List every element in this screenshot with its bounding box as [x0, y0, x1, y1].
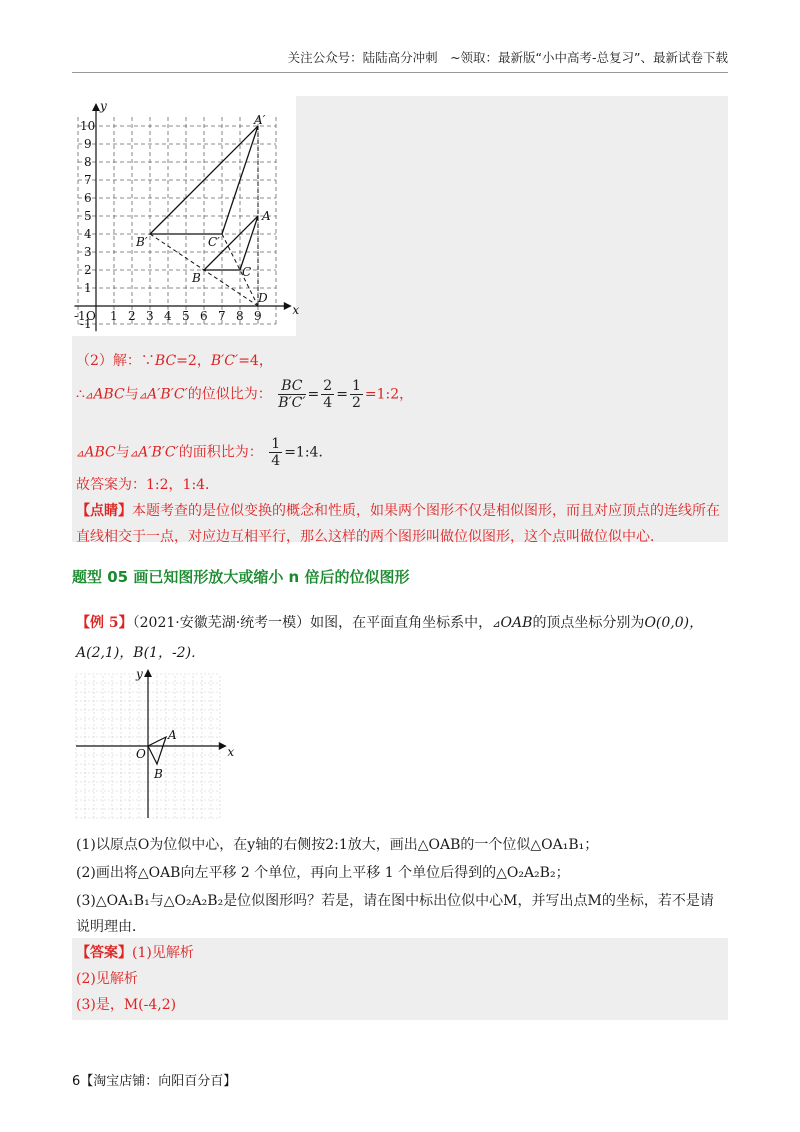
example-line-2: A(2,1)，B(1，-2)． [76, 645, 206, 661]
text: =4， [238, 353, 273, 369]
math-bc: BC [154, 353, 177, 369]
answer-tag: 【答案】 [76, 945, 132, 961]
x-tick-label: 6 [200, 309, 208, 323]
y-tick-label: 7 [84, 173, 92, 187]
x-tick-label: 3 [146, 309, 154, 323]
y-tick-label: 10 [80, 119, 96, 133]
text: (1)见解析 [132, 945, 194, 961]
text: 与 [115, 444, 130, 461]
x-tick-label: O [86, 309, 96, 323]
x-tick-label: -1 [74, 309, 86, 323]
example-tag: 【例 5】 [76, 615, 133, 631]
x-tick-label: 5 [182, 309, 190, 323]
y-tick-label: -1 [80, 317, 92, 331]
point-label-b: B [192, 271, 201, 285]
text: =2， [176, 353, 211, 369]
note-line-1 [76, 500, 720, 520]
solution-line-2: ∴⊿ABC与⊿A′B′C′的位似比为： $\frac{BC}{B'C'}$ = $\frac{2}{4}$ = $\frac{1}{2}$ =1:2， [76, 378, 414, 411]
point-label-d: D [258, 291, 268, 305]
triangle-oab [148, 737, 166, 764]
section-title: 题型 05 画已知图形放大或缩小 n 倍后的位似图形 [72, 568, 410, 586]
x-axis-label: x [292, 303, 300, 317]
math: O(0,0)， [644, 615, 704, 631]
answer-line-2: (2)见解析 [76, 971, 138, 987]
x-tick-label: 9 [254, 309, 262, 323]
figure-1-coordinate-grid [72, 96, 300, 336]
text: 本题考查的是位似变换的概念和性质，如果两个图形不仅是相似图形，而且对应顶点的连线所在 [132, 503, 720, 519]
math: OAB [500, 615, 533, 631]
x-tick-label: 4 [164, 309, 172, 323]
text: （2）解：∵ [76, 353, 155, 369]
fraction: $\frac{1}{2}$ [351, 378, 361, 411]
text: （2021·安徽芜湖·统考一模）如图，在平面直角坐标系中， [132, 615, 493, 631]
solution-line-1 [76, 350, 273, 370]
y-tick-label: 5 [84, 209, 92, 223]
fraction: $\frac{2}{4}$ [323, 378, 333, 411]
y-tick-label: 6 [84, 191, 92, 205]
header-divider [72, 72, 728, 73]
answer-line-3: (3)是，M(-4,2) [76, 997, 177, 1013]
question-1: (1)以原点O为位似中心，在y轴的右侧按2:1放大，画出△OAB的一个位似△OA₁B₁； [76, 837, 599, 853]
math-bpcp: B′C′ [210, 353, 239, 369]
text: 的位似比为： [187, 386, 272, 403]
math: A′B′C′ [138, 444, 179, 461]
point-label-a: A [262, 209, 271, 223]
x-axis-arrow [219, 743, 225, 749]
y-axis-arrow [145, 670, 151, 676]
solution-line-4: 故答案为：1:2，1:4． [76, 477, 220, 493]
x-tick-label: 7 [218, 309, 226, 323]
x-tick-label: 1 [110, 309, 118, 323]
y-axis-label: y [136, 667, 143, 682]
question-2: (2)画出将△OAB向左平移 2 个单位，再向上平移 1 个单位后得到的△O₂A₂B₂； [76, 865, 570, 881]
y-tick-label: 3 [84, 245, 92, 259]
point-label-b: B [154, 767, 163, 781]
point-label-c-prime: C′ [208, 235, 220, 249]
math: ABC [93, 386, 125, 403]
text: ∴ [76, 386, 85, 403]
answer-line-1 [76, 942, 194, 962]
y-tick-label: 9 [84, 137, 92, 151]
fraction: $\frac{BC}{B'C'}$ [278, 378, 306, 411]
point-label-b-prime: B′ [136, 235, 148, 249]
text: 与 [124, 386, 139, 403]
figure-2-coordinate-grid [72, 667, 235, 822]
y-tick-label: 8 [84, 155, 92, 169]
math: A′B′C′ [147, 386, 188, 403]
text: 的顶点坐标分别为 [532, 615, 645, 631]
y-tick-label: 1 [84, 281, 92, 295]
x-axis-label: x [227, 745, 235, 759]
y-tick-label: 4 [84, 227, 92, 241]
y-tick-label: 2 [84, 263, 92, 277]
x-tick-label: 2 [128, 309, 136, 323]
example-line-1: 【例 5】（2021·安徽芜湖·统考一模）如图，在平面直角坐标系中，⊿OAB的顶点坐标分别为O(0,0)， [76, 615, 704, 631]
solution-line-3: ⊿ABC与⊿A′B′C′的面积比为： $\frac{1}{4}$ =1:4． [76, 436, 333, 469]
math: ABC [84, 444, 116, 461]
fraction: $\frac{1}{4}$ [271, 436, 281, 469]
text: 的面积比为： [178, 444, 263, 461]
point-label-a-prime: A′ [254, 113, 266, 127]
origin-label: O [136, 747, 146, 761]
question-3b: 说明理由． [76, 919, 146, 935]
page-footer: 6【淘宝店铺：向阳百分百】 [72, 1074, 237, 1089]
text: =1:2， [364, 386, 414, 403]
note-tag: 【点睛】 [76, 503, 132, 519]
note-line-2: 直线相交于一点，对应边互相平行，那么这样的两个图形叫做位似图形，这个点叫做位似中心． [76, 529, 664, 545]
point-label-a: A [168, 728, 177, 742]
point-label-c: C [242, 265, 252, 279]
x-tick-label: 8 [236, 309, 244, 323]
question-3a: (3)△OA₁B₁与△O₂A₂B₂是位似图形吗？若是，请在图中标出位似中心M，并写出点M的坐标，若不是请 [76, 893, 714, 909]
y-axis-label: y [100, 99, 107, 113]
page-header: 关注公众号：陆陆高分冲刺 ~领取：最新版“小中高考-总复习”、最新试卷下载 [287, 50, 728, 65]
